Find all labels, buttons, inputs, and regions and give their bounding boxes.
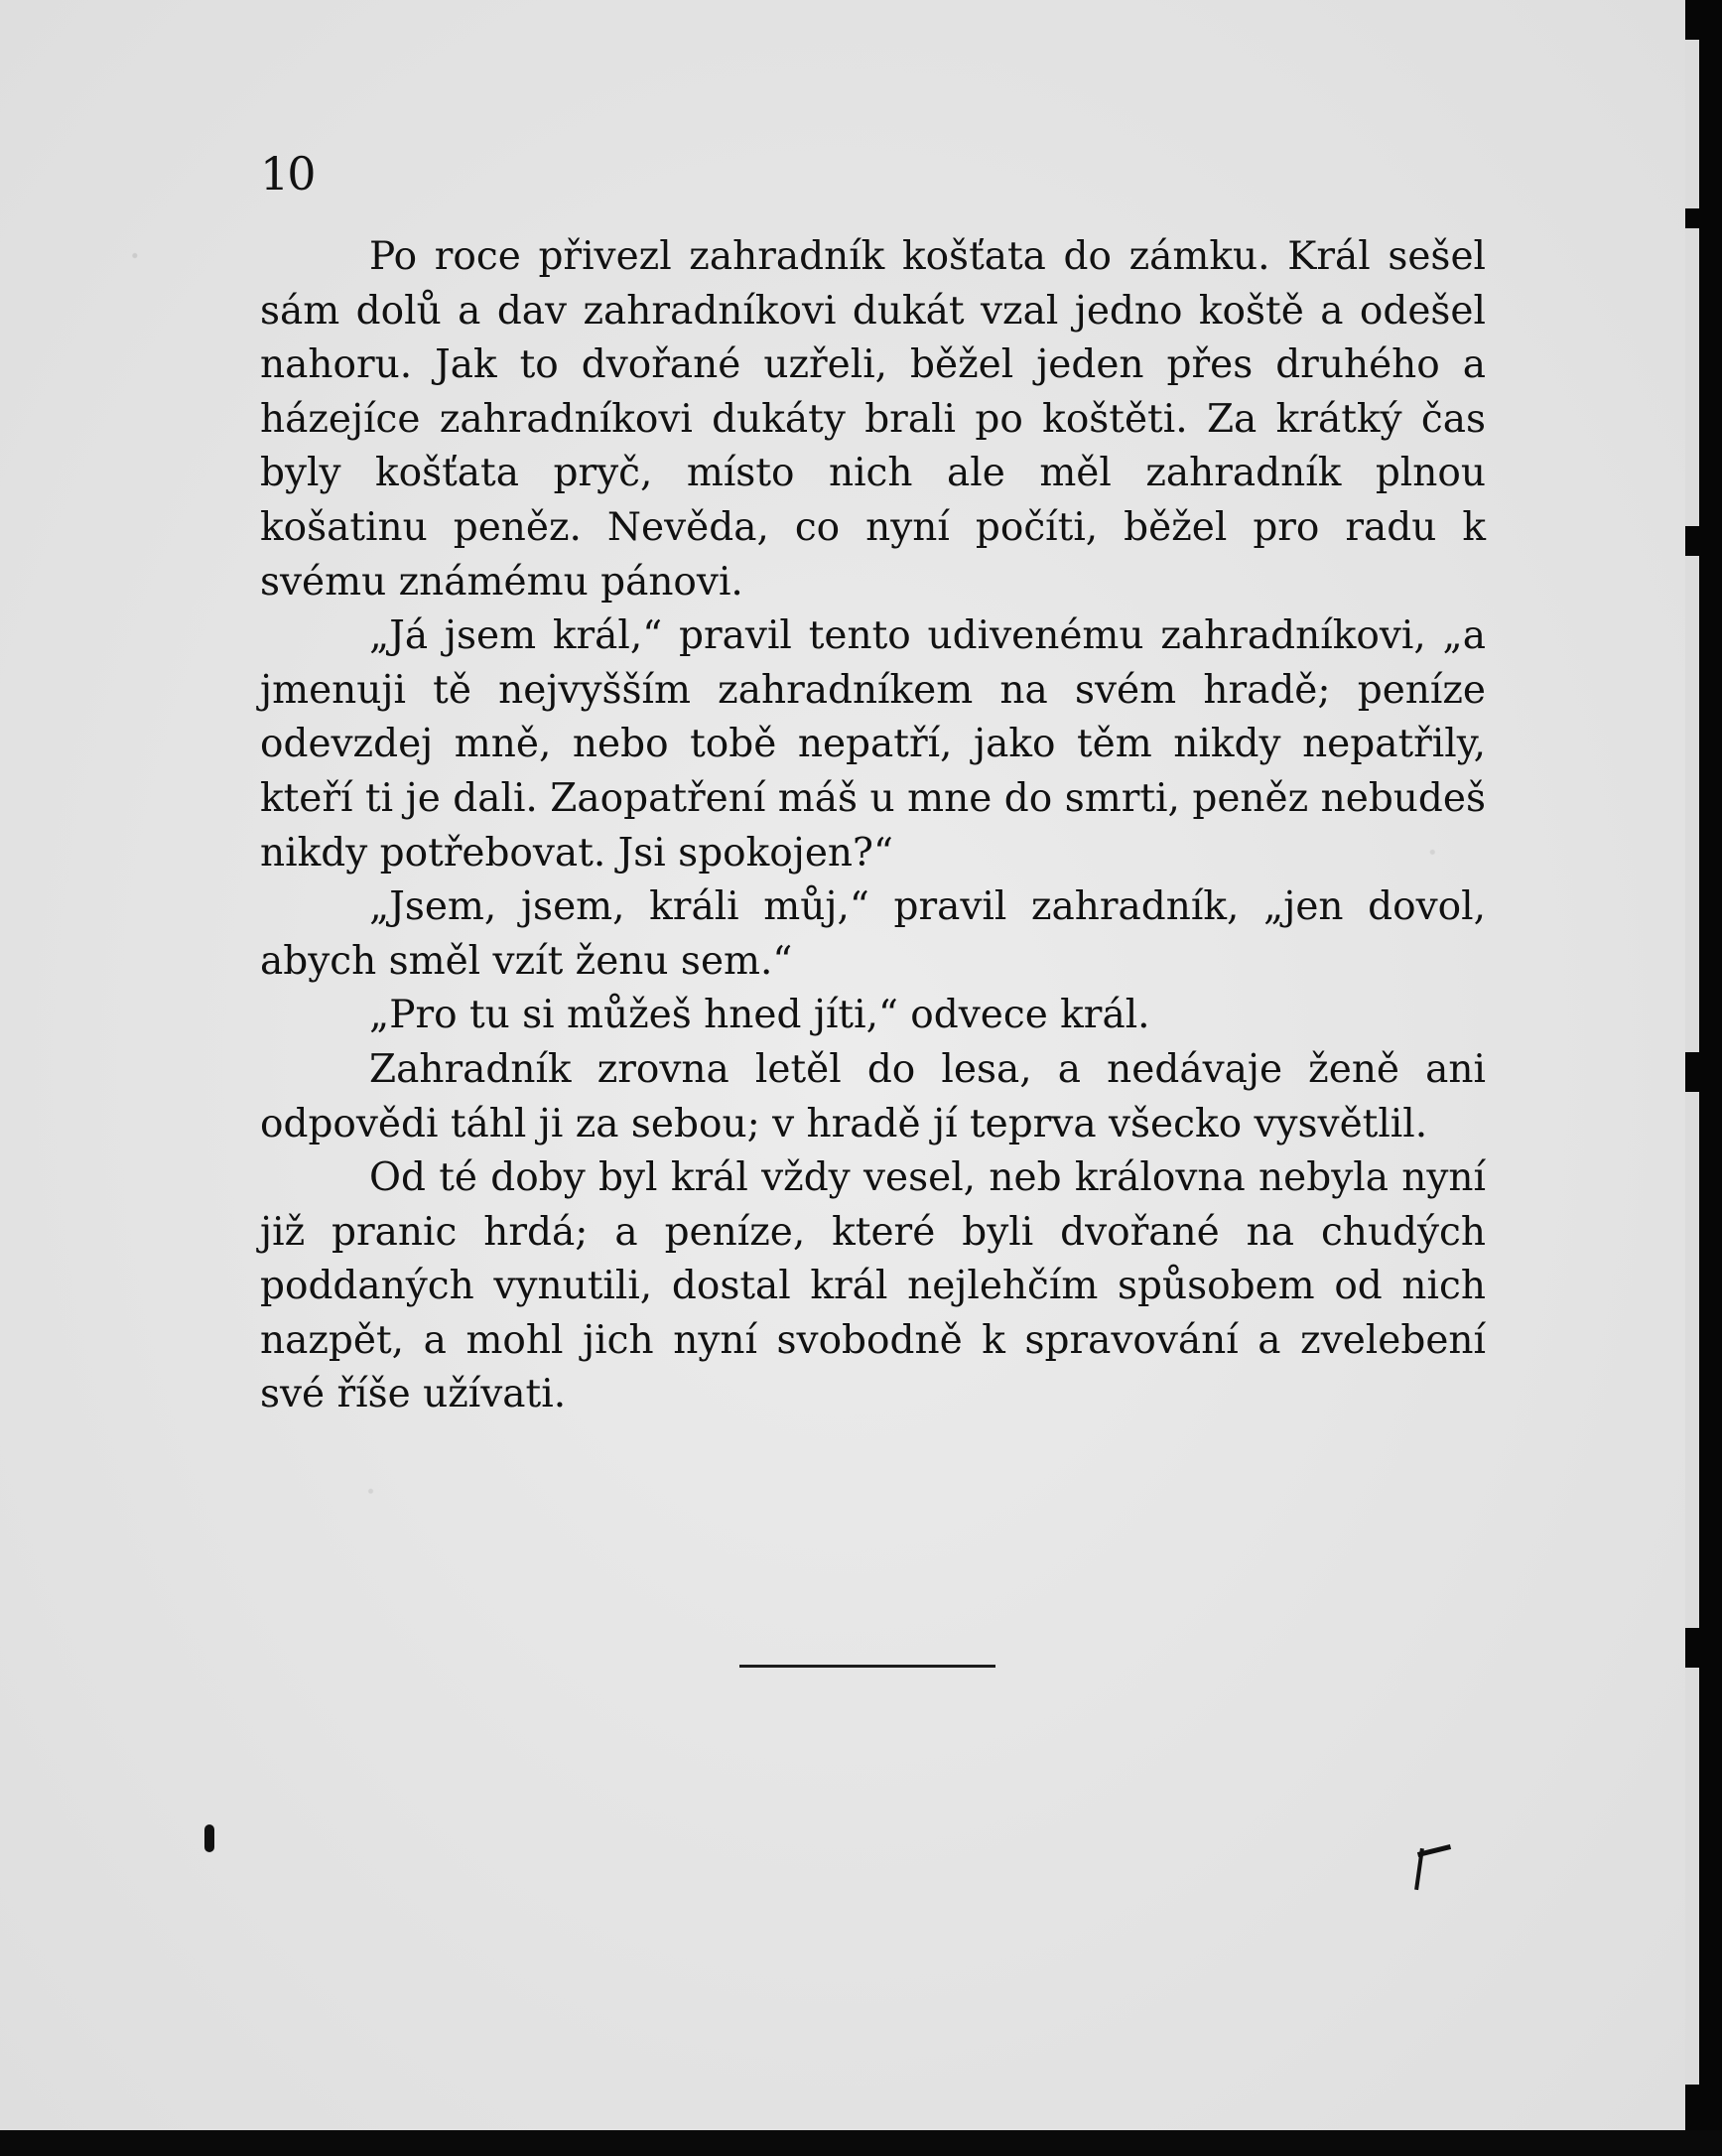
page-edge-fragment bbox=[1685, 1668, 1699, 2085]
paragraph-2: „Já jsem král,“ pravil tento udivenému zahradníkovi, „a jmenuji tě nejvyšším zahradníkem na svém hradě; peníze odevzdej mně, nebo tobě nepatří, jako těm nikdy nepatřily, kteří ti je dali. Zaopatření máš u mne do smrti, peněz nebudeš nikdy potřebovat. Jsi spokojen?“ bbox=[260, 613, 1486, 876]
paragraph-3: „Jsem, jsem, králi můj,“ pravil zahradník, „jen dovol, abych směl vzít ženu sem.“ bbox=[260, 884, 1486, 984]
ink-mark bbox=[1417, 1844, 1451, 1857]
page-edge-fragment bbox=[1685, 556, 1699, 1052]
body-text bbox=[260, 230, 1486, 1422]
section-separator bbox=[739, 1665, 995, 1668]
scan-border-right bbox=[1685, 0, 1722, 2156]
page-edge-fragment bbox=[1685, 1092, 1699, 1628]
ink-blot bbox=[204, 1824, 214, 1852]
page-edge-fragment bbox=[1685, 228, 1699, 526]
page-edge-fragment bbox=[1685, 40, 1699, 208]
paragraph-4: „Pro tu si můžeš hned jíti,“ odvece král. bbox=[369, 993, 1150, 1038]
page-number: 10 bbox=[260, 147, 315, 201]
scan-border-bottom bbox=[0, 2130, 1722, 2156]
paragraph-6: Od té doby byl král vždy vesel, neb královna nebyla nyní již pranic hrdá; a peníze, které byli dvořané na chudých poddaných vynutili, dostal král nejlehčím spůsobem od nich nazpět, a mohl jich nyní svobodně k spravování a zvelebení své říše užívati. bbox=[260, 1155, 1486, 1417]
paragraph-5: Zahradník zrovna letěl do lesa, a nedávaje ženě ani odpovědi táhl ji za sebou; v hradě jí teprva všecko vysvětlil. bbox=[260, 1046, 1486, 1146]
paragraph-1: Po roce přivezl zahradník košťata do zámku. Král sešel sám dolů a dav zahradníkovi dukát vzal jedno koště a odešel nahoru. Jak to dvořané uzřeli, běžel jeden přes druhého a házejíce zahradníkovi dukáty brali po koštěti. Za krátký čas byly košťata pryč, místo nich ale měl zahradník plnou košatinu peněz. Nevěda, co nyní počíti, běžel pro radu k svému známému pánovi. bbox=[260, 234, 1486, 605]
